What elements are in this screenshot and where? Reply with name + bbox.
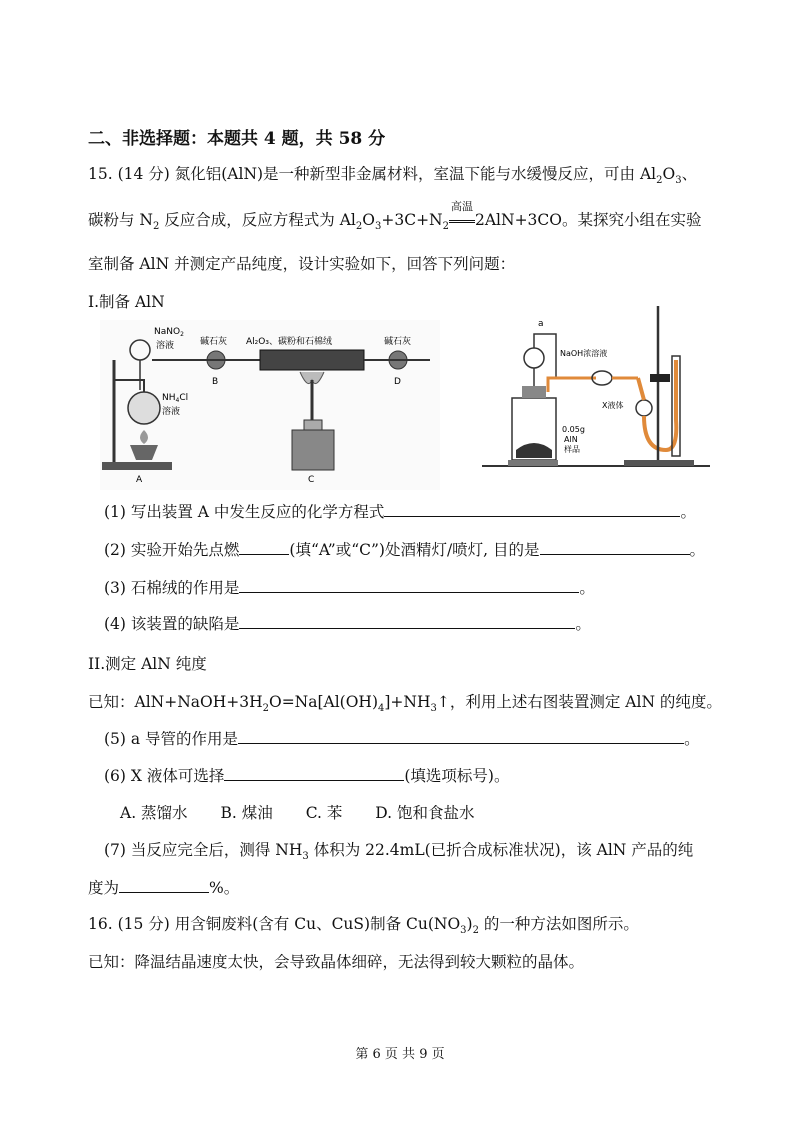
q15-line3: 室制备 AlN 并测定产品纯度，设计实验如下，回答下列问题：	[88, 255, 516, 273]
answer-blank-2b[interactable]	[540, 540, 690, 555]
label-nano2: NaNO$_2$	[154, 327, 184, 338]
option-d[interactable]: D. 饱和食盐水	[375, 804, 475, 822]
q15-6: (6) X 液体可选择 (填选项标号)。	[104, 767, 510, 785]
label-soda-lime-b: 碱石灰	[200, 337, 228, 347]
option-c[interactable]: C. 苯	[305, 804, 343, 822]
answer-blank-3[interactable]	[239, 578, 579, 593]
q15-6-options	[120, 801, 503, 823]
apparatus-right-figure	[478, 300, 714, 472]
answer-blank-7[interactable]	[119, 878, 209, 893]
answer-blank-4[interactable]	[239, 614, 575, 629]
label-reaction-tube: Al₂O₃、碳粉和石棉绒	[246, 337, 332, 347]
label-sample: 样品	[564, 445, 580, 454]
answer-blank-2a[interactable]	[239, 540, 289, 555]
reaction-condition: 高温	[449, 211, 475, 229]
answer-blank-6[interactable]	[224, 766, 404, 781]
q15-2: (2) 实验开始先点燃 (填“A”或“C”)处酒精灯/喷灯, 目的是 。	[104, 541, 706, 559]
q15-4: (4) 该装置的缺陷是 。	[104, 615, 591, 633]
label-nano2-solution: 溶液	[156, 341, 175, 351]
label-tube-a: a	[538, 319, 544, 329]
label-naoh: NaOH浓溶液	[560, 349, 608, 358]
label-sample-mass: 0.05g	[562, 425, 585, 434]
q15-1: (1) 写出装置 A 中发生反应的化学方程式 。	[104, 503, 696, 521]
option-b[interactable]: B. 煤油	[220, 804, 273, 822]
page-footer: 第 6 页 共 9 页	[355, 1047, 445, 1062]
q16-line1: 16. (15 分) 用含铜废料(含有 Cu、CuS)制备 $Cu(NO_3)_2$ 的一种方法如图所示。	[88, 915, 639, 937]
part2-heading: II.测定 AlN 纯度	[88, 655, 207, 673]
answer-blank-5[interactable]	[238, 729, 684, 744]
q15-7-cont: 度为 %。	[88, 879, 240, 897]
apparatus-left-figure	[100, 320, 440, 490]
part1-heading: I.制备 AlN	[88, 293, 165, 311]
section-title: 二、非选择题：本题共 4 题，共 58 分	[88, 129, 386, 149]
label-c: C	[308, 475, 315, 485]
q16-known: 已知：降温结晶速度太快，会导致晶体细碎，无法得到较大颗粒的晶体。	[88, 953, 585, 971]
label-x-liquid: X液体	[602, 401, 624, 410]
answer-blank-1[interactable]	[384, 502, 680, 517]
label-d: D	[394, 377, 401, 387]
q15-5: (5) a 导管的作用是 。	[104, 730, 700, 748]
label-sample-aln: AlN	[564, 435, 578, 444]
known-equation: 已知：$AlN+NaOH+3H_2O=Na[Al(OH)_4]+NH_3↑$，利用上述右图装置测定 AlN 的纯度。	[88, 693, 722, 715]
q15-line2: 碳粉与 $N_2$ 反应合成，反应方程式为 $Al_2O_3+3C+N_2$ 高温 2AlN+3CO。某探究小组在实验	[88, 200, 702, 233]
label-nh4cl-solution: 溶液	[162, 407, 181, 417]
label-nh4cl: $NH_4Cl$	[162, 393, 189, 404]
option-a[interactable]: A. 蒸馏水	[120, 804, 188, 822]
q15-line1: 15. (14 分) 氮化铝(AlN)是一种新型非金属材料，室温下能与水缓慢反应，可由 $Al_2O_3$、	[88, 165, 698, 187]
label-a: A	[136, 475, 143, 485]
label-b: B	[212, 377, 219, 387]
q15-3: (3) 石棉绒的作用是 。	[104, 579, 595, 597]
label-soda-lime-d: 碱石灰	[384, 337, 412, 347]
q15-7: (7) 当反应完全后，测得 $NH_3$ 体积为 22.4mL(已折合成标准状况)，该 AlN 产品的纯	[104, 841, 694, 863]
